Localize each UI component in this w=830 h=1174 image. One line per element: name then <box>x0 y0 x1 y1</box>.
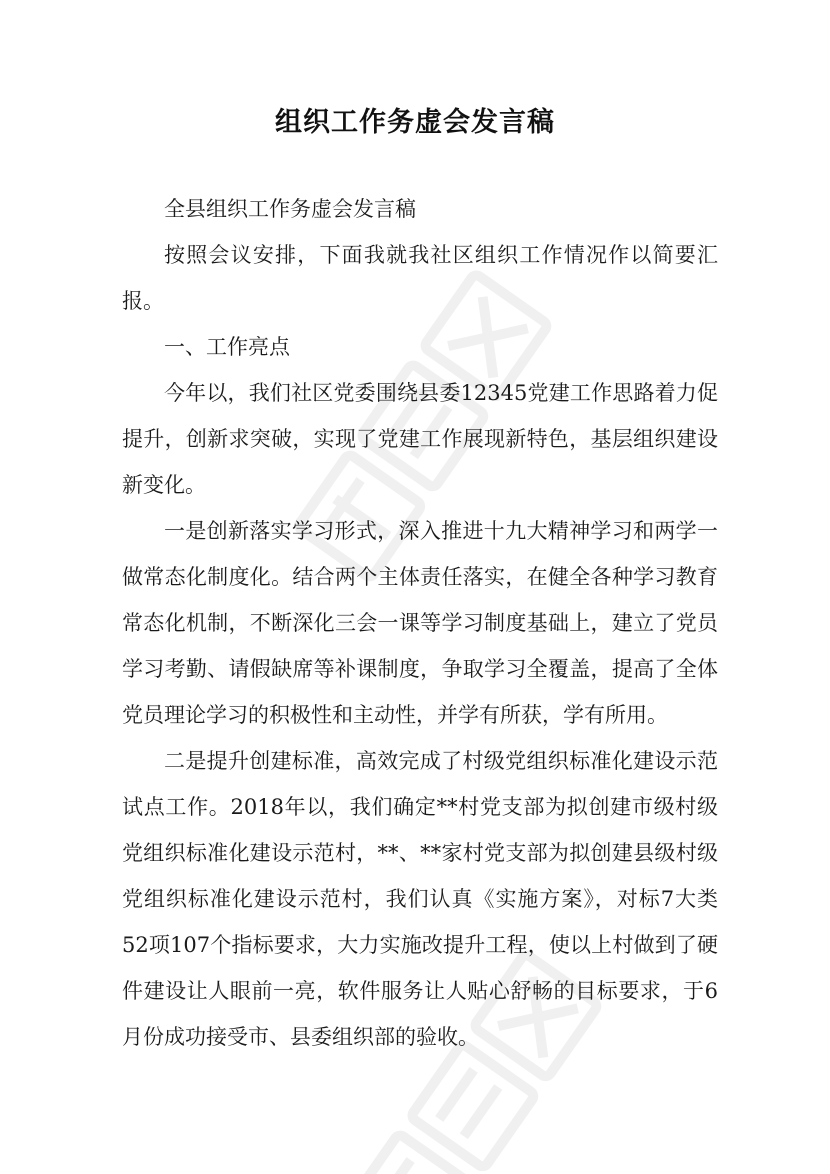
paragraph-subtitle: 全县组织工作务虚会发言稿 <box>164 197 416 221</box>
paragraph-point-two: 二是提升创建标准，高效完成了村级党组织标准化建设示范试点工作。2018年以，我们确定**村党支部为拟创建市级村级党组织标准化建设示范村，**、**家村党支部为拟创建县级村级党组织标准化建设示范村，我们认真《实施方案》，对标7大类52项107个指标要求，大力实施改提升工程，使以上村做到了硬件建设让人眼前一亮，软件服务让人贴心舒畅的目标要求，于6月份成功接受市、县委组织部的验收。 <box>122 749 718 1049</box>
document-body <box>122 186 718 1060</box>
paragraph-overview: 今年以，我们社区党委围绕县委12345党建工作思路着力促提升，创新求突破，实现了党建工作展现新特色，基层组织建设新变化。 <box>122 381 718 497</box>
section-heading: 一、工作亮点 <box>164 335 290 359</box>
paragraph-point-one: 一是创新落实学习形式，深入推进十九大精神学习和两学一做常态化制度化。结合两个主体责任落实，在健全各种学习教育常态化机制，不断深化三会一课等学习制度基础上，建立了党员学习考勤、请假缺席等补课制度，争取学习全覆盖，提高了全体党员理论学习的积极性和主动性，并学有所获，学有所用。 <box>122 519 718 727</box>
page-title: 组织工作务虚会发言稿 <box>275 107 555 138</box>
paragraph-intro: 按照会议安排，下面我就我社区组织工作情况作以简要汇报。 <box>122 243 718 313</box>
